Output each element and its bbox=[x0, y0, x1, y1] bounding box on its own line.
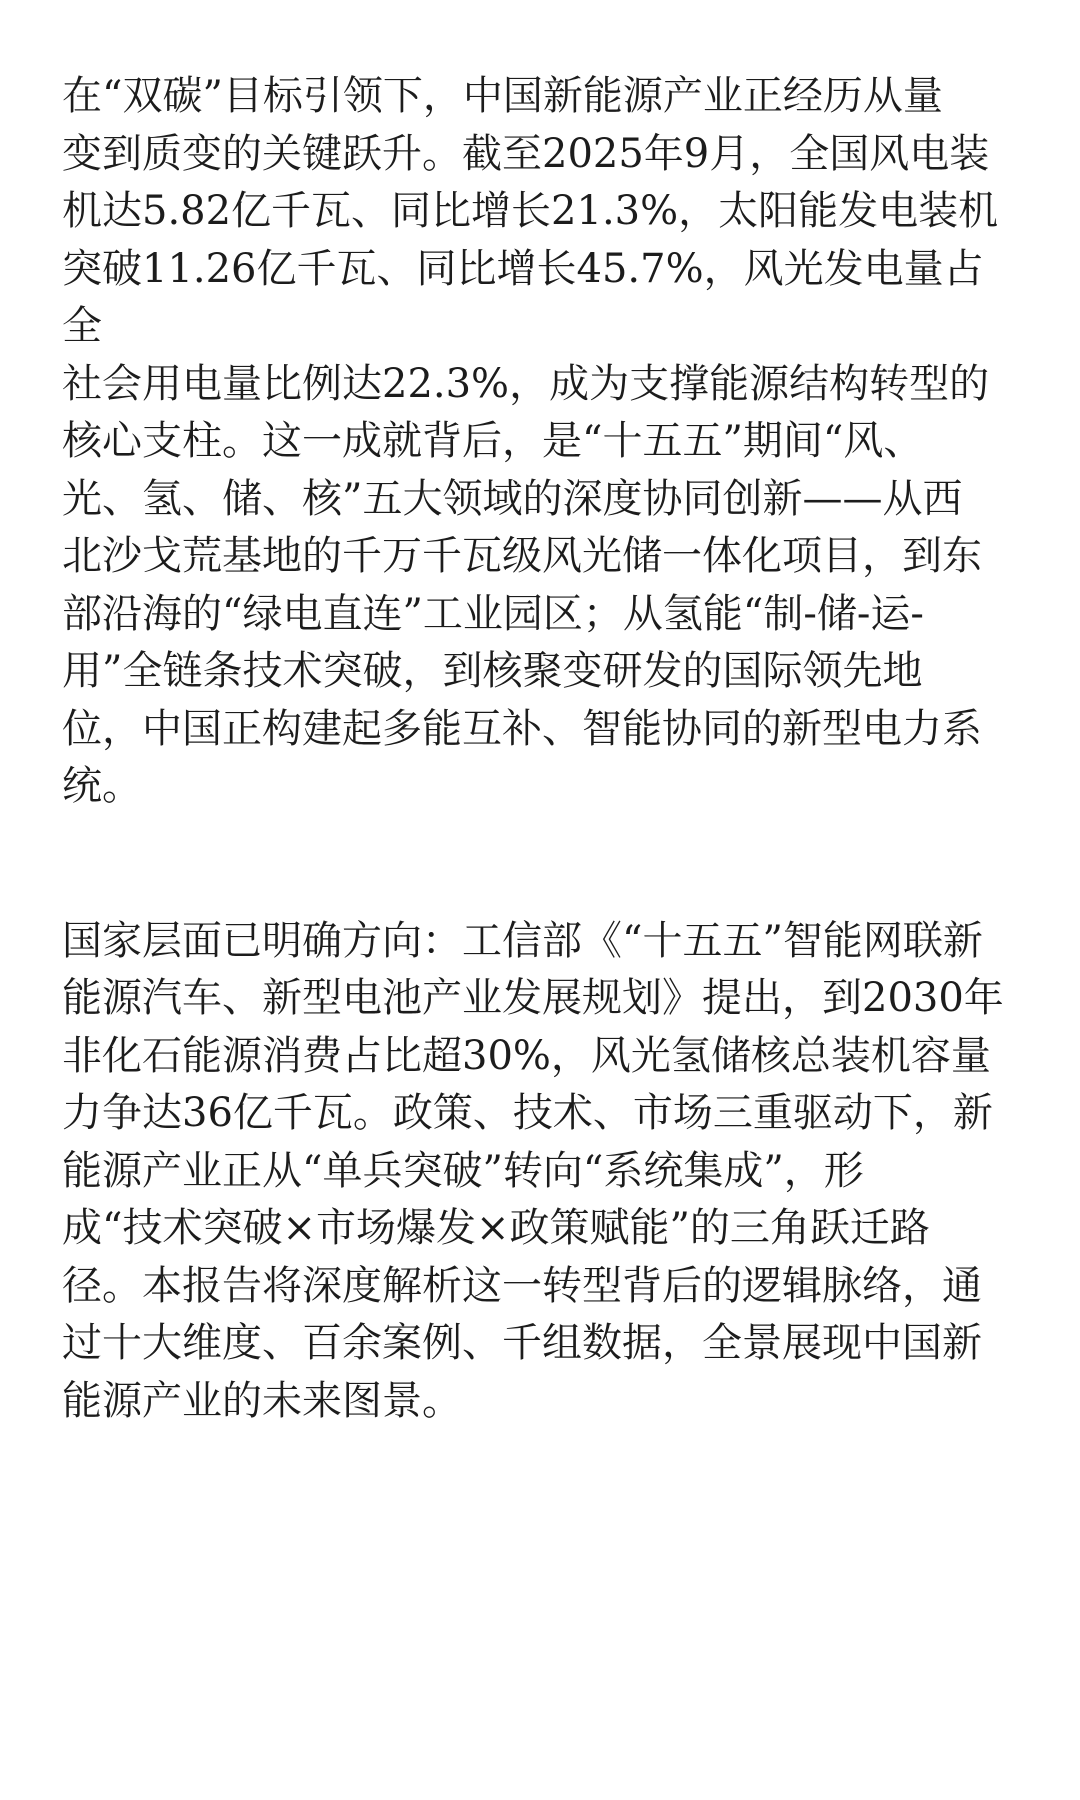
paragraph-intro: 在“双碳”目标引领下，中国新能源产业正经历从量 变到质变的关键跃升。截至2025年9月，全国风电装 机达5.82亿千瓦、同比增长21.3%，太阳能发电装机 突破11.26亿千瓦、同比增长45.7%，风光发电量占全 社会用电量比例达22.3%，成为支撑能源结构转型的 核心支柱。这一成就背后，是“十五五”期间“风、 光、氢、储、核”五大领域的深度协同创新——从西 北沙戈荒基地的千万千瓦级风光储一体化项目，到东 部沿海的“绿电直连”工业园区；从氢能“制-储-运- 用”全链条技术突破，到核聚变研发的国际领先地 位，中国正构建起多能互补、智能协同的新型电力系 统。 bbox=[62, 73, 999, 809]
paragraph-policy: 国家层面已明确方向：工信部《“十五五”智能网联新 能源汽车、新型电池产业发展规划》提出，到2030年 非化石能源消费占比超30%，风光氢储核总装机容量 力争达36亿千瓦。政策、技术、市场三重驱动下，新 能源产业正从“单兵突破”转向“系统集成”，形 成“技术突破×市场爆发×政策赋能”的三角跃迁路 径。本报告将深度解析这一转型背后的逻辑脉络，通 过十大维度、百余案例、千组数据，全景展现中国新 能源产业的未来图景。 bbox=[62, 917, 1004, 1424]
article-body bbox=[62, 68, 1022, 1430]
